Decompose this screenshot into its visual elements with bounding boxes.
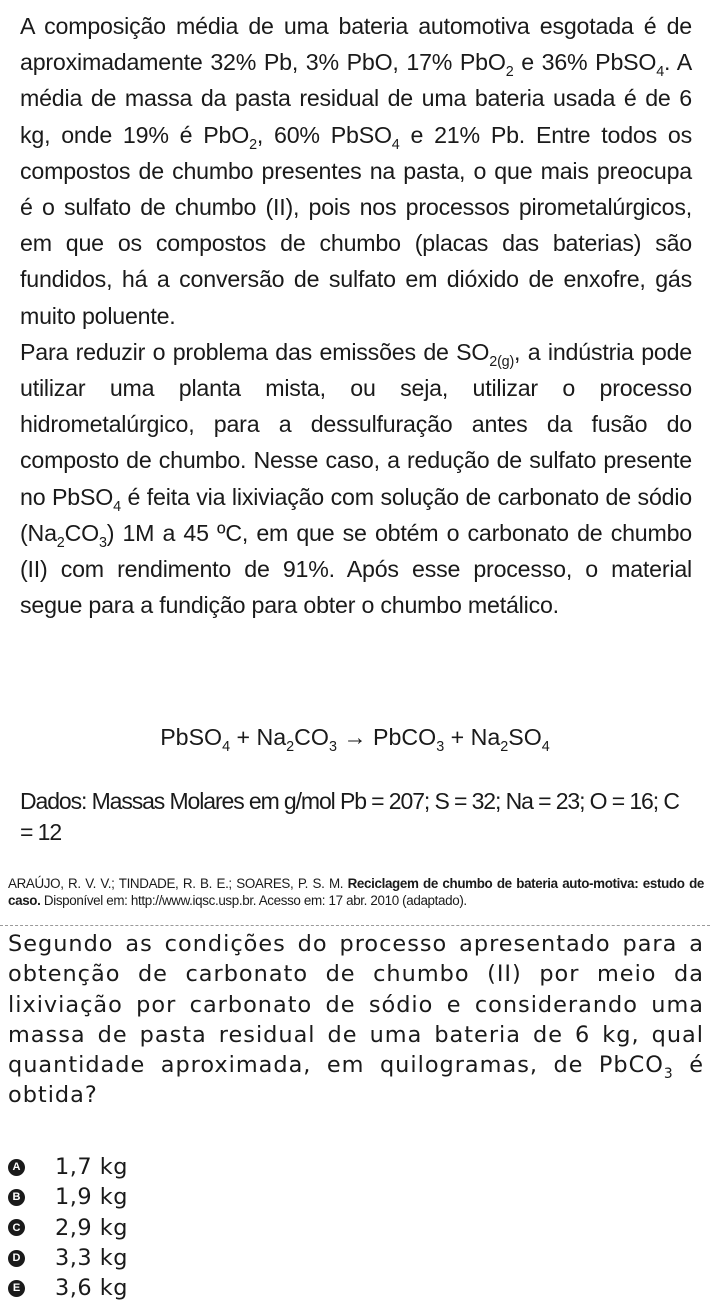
option-b[interactable] [8, 1182, 408, 1212]
stem-text: . A média de massa da pasta residual de uma bateria usada é de 6 kg, onde 19% é PbO [20, 49, 692, 148]
citation-title: Reciclagem de chumbo de bateria auto-motiva: estudo de caso. [8, 876, 704, 908]
stem-paragraph-1 [20, 8, 692, 334]
subscript: 2 [500, 739, 509, 756]
subscript: 2(g) [489, 353, 515, 370]
subscript: 2 [286, 739, 295, 756]
option-text: 3,3 kg [55, 1245, 128, 1272]
subscript: 3 [663, 1066, 674, 1083]
prompt-text: é obtida? [8, 1052, 704, 1109]
option-e[interactable] [8, 1273, 408, 1303]
option-c[interactable] [8, 1213, 408, 1243]
stem-text: é feita via lixiviação com solução de carbonato de sódio (Na [20, 483, 692, 546]
option-d[interactable] [8, 1243, 408, 1273]
citation-details: Disponível em: http://www.iqsc.usp.br. Acesso em: 17 abr. 2010 (adaptado). [40, 892, 467, 908]
equation-term: PbSO [160, 724, 223, 750]
option-text: 3,6 kg [55, 1275, 128, 1302]
chemical-equation [0, 724, 710, 756]
subscript: 2 [505, 64, 514, 81]
option-letter-badge: E [8, 1280, 25, 1297]
stem-text: ) 1M a 45 ºC, em que se obtém o carbonato de chumbo (II) com rendimento de 91%. Após esse processo, o material segue para a fundição para obter o chumbo metálico. [20, 519, 692, 619]
option-a[interactable] [8, 1152, 408, 1182]
source-citation [8, 876, 704, 909]
stem-text: , 60% PbSO [256, 121, 392, 148]
plus-sign: + [444, 724, 471, 750]
subscript: 4 [222, 739, 231, 756]
answer-options [8, 1152, 408, 1303]
equation-term: SO [508, 724, 542, 750]
molar-mass-data: Dados: Massas Molares em g/mol Pb = 207; S = 32; Na = 23; O = 16; C = 12 [20, 788, 679, 845]
subscript: 3 [328, 739, 337, 756]
citation-authors: ARAÚJO, R. V. V.; TINDADE, R. B. E.; SOARES, P. S. M. [8, 876, 348, 891]
option-letter-badge: A [8, 1159, 25, 1176]
option-text: 2,9 kg [55, 1214, 128, 1241]
subscript: 4 [113, 498, 121, 515]
option-text: 1,7 kg [55, 1154, 128, 1181]
equation-term: Na [470, 724, 501, 750]
subscript: 4 [656, 64, 665, 81]
plus-sign: + [230, 724, 257, 750]
option-letter-badge: D [8, 1250, 25, 1267]
equation-term: PbCO [373, 724, 437, 750]
stem-text: , a indústria pode utilizar uma planta mista, ou seja, utilizar o processo hidrometalúrgico, para a dessulfuração antes da fusão do composto de chumbo. Nesse caso, a redução de sulfato presente no PbSO [20, 338, 692, 510]
prompt-text: Segundo as condições do processo apresentado para a obtenção de carbonato de chumbo (II) por meio da lixiviação por carbonato de sódio e considerando uma massa de pasta residual de uma bateria de 6 kg, qual quantidade aproximada, em quilogramas, de PbCO [8, 931, 704, 1079]
stem-text: A composição média de uma bateria automotiva esgotada é de aproximadamente 32% Pb, 3% PbO, 17% PbO [20, 13, 692, 76]
dashed-divider [0, 925, 710, 926]
question-stem [20, 8, 692, 623]
equation-term: Na [256, 724, 287, 750]
subscript: 4 [541, 739, 550, 756]
stem-text: e 21% Pb. Entre todos os compostos de chumbo presentes na pasta, o que mais preocupa é o sulfato de chumbo (II), pois nos processos pirometalúrgicos, em que os compostos de chumbo (placas das baterias) são fundidos, há a conversão de sulfato em dióxido de enxofre, gás muito poluente. [20, 121, 692, 329]
stem-text: CO [64, 519, 99, 546]
equation-term: CO [294, 724, 329, 750]
subscript: 4 [391, 136, 400, 153]
option-letter-badge: C [8, 1219, 25, 1236]
subscript: 2 [249, 136, 257, 153]
subscript: 3 [98, 534, 107, 551]
option-text: 1,9 kg [55, 1184, 128, 1211]
question-prompt [8, 929, 704, 1111]
reaction-arrow: → [336, 724, 374, 750]
prompt-paragraph [8, 929, 704, 1111]
stem-text: Para reduzir o problema das emissões de SO [20, 338, 490, 365]
subscript: 2 [56, 534, 65, 551]
stem-text: e 36% PbSO [513, 49, 657, 76]
stem-paragraph-2 [20, 334, 692, 624]
subscript: 3 [436, 739, 445, 756]
option-letter-badge: B [8, 1189, 25, 1206]
